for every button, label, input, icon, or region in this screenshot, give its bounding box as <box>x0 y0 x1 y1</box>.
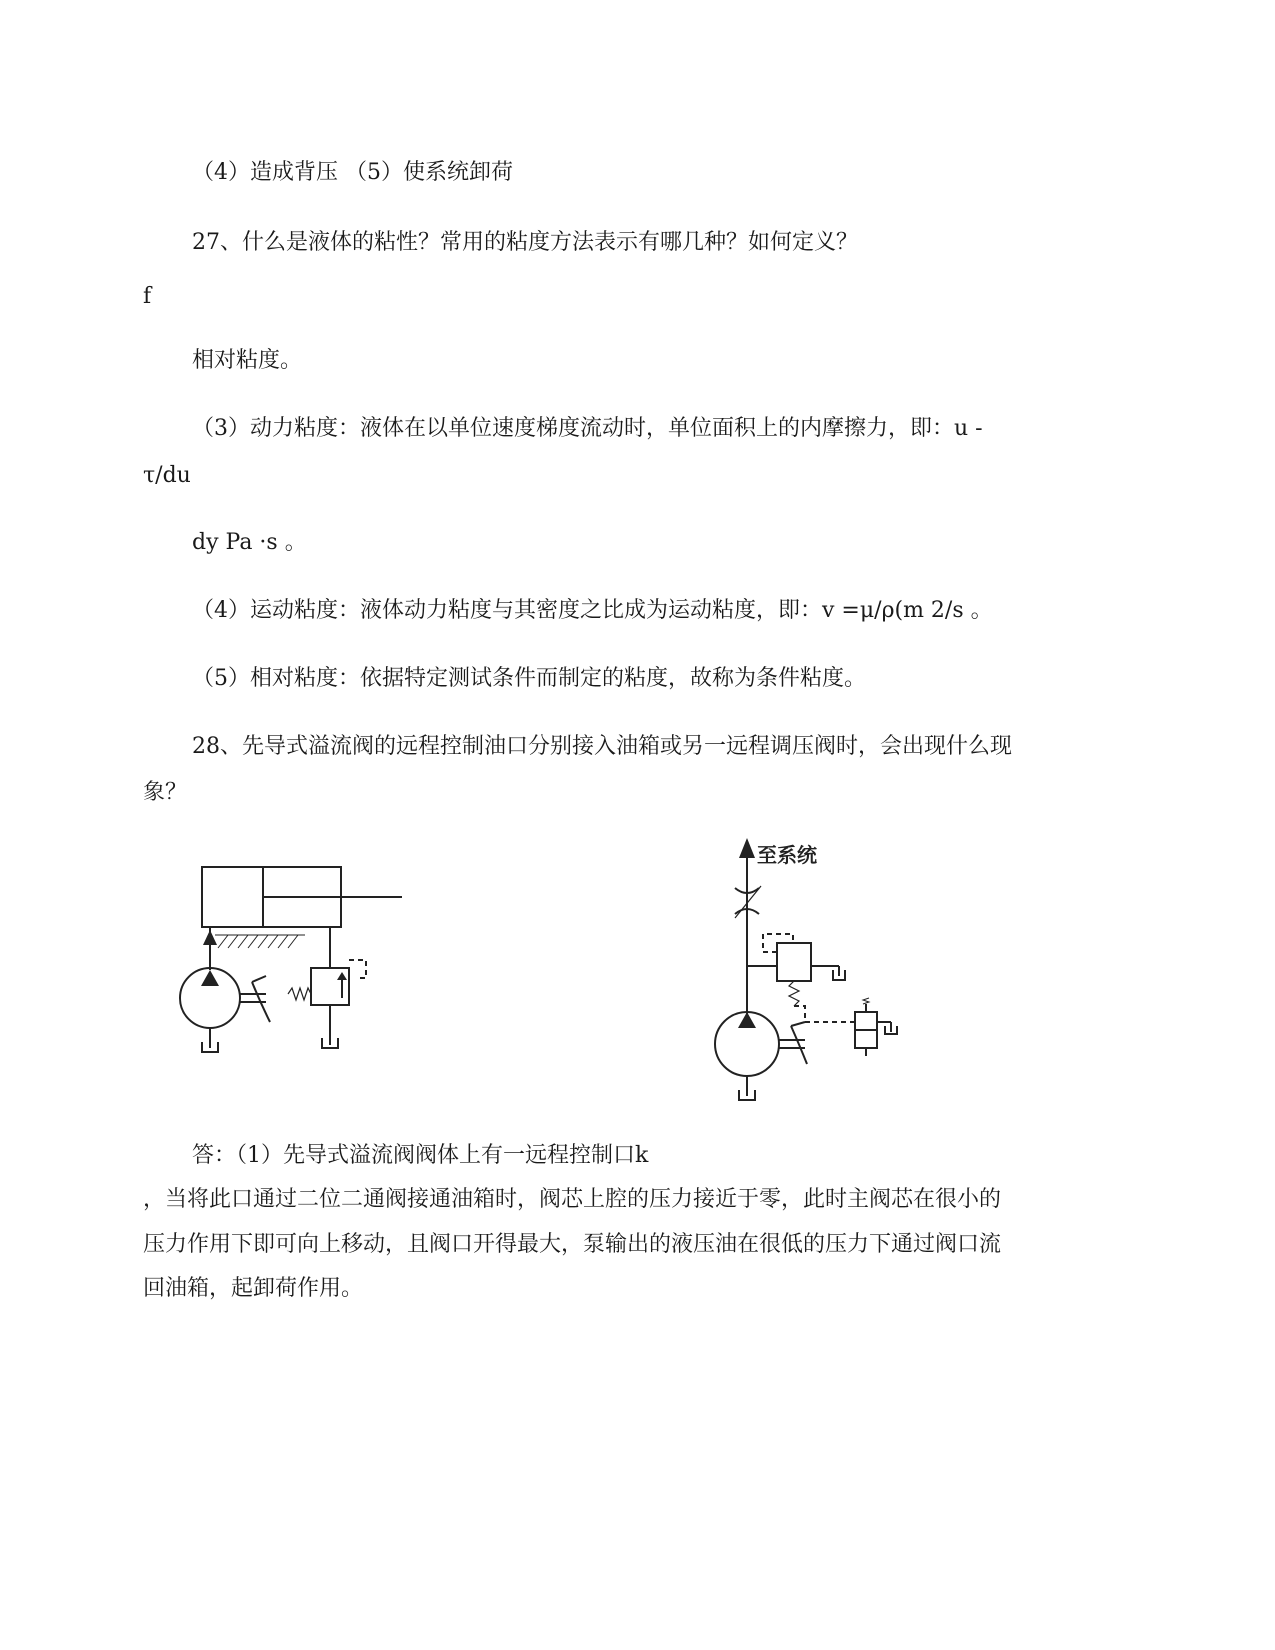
line-12: 答：（1）先导式溢流阀阀体上有一远程控制口k <box>192 1143 649 1168</box>
line-9: （5）相对粘度：依据特定测试条件而制定的粘度，故称为条件粘度。 <box>192 666 866 691</box>
figure-label: 至系统 <box>757 843 817 867</box>
hydraulic-circuit-cylinder-figure <box>170 860 420 1070</box>
line-13: ，当将此口通过二位二通阀接通油箱时，阀芯上腔的压力接近于零，此时主阀芯在很小的 <box>143 1187 1002 1212</box>
line-4: 相对粘度。 <box>192 348 303 373</box>
line-5: （3）动力粘度：液体在以单位速度梯度流动时，单位面积上的内摩擦力，即：u - <box>192 416 983 441</box>
line-6: τ/du <box>143 463 191 488</box>
line-10: 28、先导式溢流阀的远程控制油口分别接入油箱或另一远程调压阀时，会出现什么现 <box>192 734 1012 759</box>
line-8: （4）运动粘度：液体动力粘度与其密度之比成为运动粘度，即：v =μ/ρ(m 2/s 。 <box>192 598 993 623</box>
line-1: （4）造成背压 （5）使系统卸荷 <box>192 160 513 185</box>
line-15: 回油箱，起卸荷作用。 <box>143 1276 364 1301</box>
line-14: 压力作用下即可向上移动，且阀口开得最大，泵输出的液压油在很低的压力下通过阀口流 <box>143 1232 1002 1257</box>
line-11: 象？ <box>143 780 188 805</box>
line-3: f <box>143 284 152 309</box>
hydraulic-circuit-remote-control-figure <box>705 836 915 1106</box>
line-2: 27、什么是液体的粘性？常用的粘度方法表示有哪几种？如何定义？ <box>192 230 858 255</box>
line-7: dy Pa ·s 。 <box>192 530 307 555</box>
